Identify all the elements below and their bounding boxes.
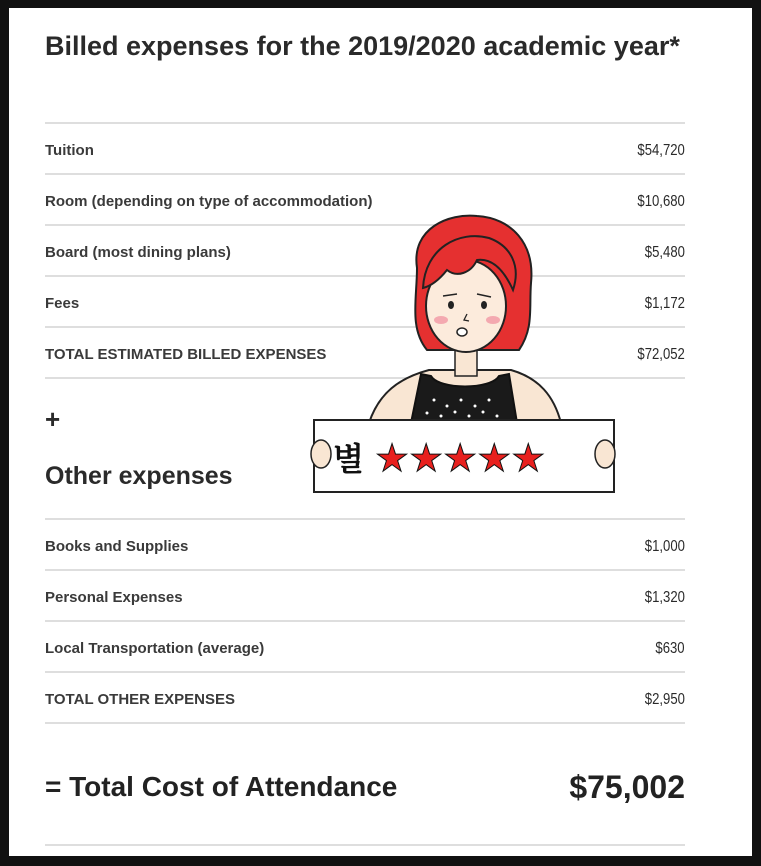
five-stars: ★★★★★ [375,436,546,480]
row-amount: $1,320 [644,588,685,606]
row-label: Tuition [45,142,94,159]
document-page [9,8,752,856]
grand-total-row [45,763,685,811]
divider [45,569,685,571]
total-row [45,675,685,724]
row-label: Personal Expenses [45,589,183,606]
divider [45,173,685,175]
other-expenses-title: Other expenses [45,462,233,490]
table-row [45,624,685,673]
right-eye [481,301,487,309]
divider [45,620,685,622]
left-eye [448,301,454,309]
row-amount: $10,680 [637,192,685,210]
row-label: TOTAL ESTIMATED BILLED EXPENSES [45,346,327,363]
plus-sign: + [45,404,61,434]
row-label: Board (most dining plans) [45,244,231,261]
row-label: Room (depending on type of accommodation) [45,193,373,210]
row-amount: $5,480 [644,243,685,261]
table-row [45,573,685,622]
divider [45,722,685,724]
mouth [457,328,467,336]
row-label: Fees [45,295,80,312]
divider [45,122,685,124]
row-label: Books and Supplies [45,538,189,555]
left-cheek [434,316,448,324]
row-label: Local Transportation (average) [45,640,265,657]
row-label: TOTAL OTHER EXPENSES [45,691,236,708]
cartoon-girl-sticker [299,208,619,508]
table-row [45,522,685,571]
grand-total-label: = Total Cost of Attendance [45,771,398,802]
sign-korean-text: 별 [333,440,364,478]
divider [45,844,685,846]
right-cheek [486,316,500,324]
divider [45,518,685,520]
row-amount: $54,720 [637,141,685,159]
row-amount: $1,000 [644,537,685,555]
row-amount: $630 [655,639,685,657]
right-hand [595,440,615,468]
billed-expenses-title: Billed expenses for the 2019/2020 academic year* [45,31,680,61]
grand-total-amount: $75,002 [569,768,685,805]
row-amount: $72,052 [637,345,685,363]
row-amount: $2,950 [644,690,685,708]
table-row [45,126,685,175]
left-hand [311,440,331,468]
divider [45,671,685,673]
row-amount: $1,172 [644,294,685,312]
